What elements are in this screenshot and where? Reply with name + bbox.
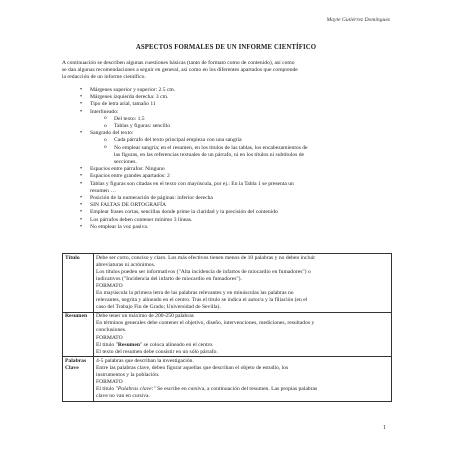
row-content xyxy=(94,357,392,402)
sub-list-item-continuation: las figuras, en las referencias textuales de un párrafo, ni en los títulos ni subtítulos de xyxy=(114,151,304,158)
text-run-bold: Resumen xyxy=(117,341,140,348)
text-run: " se coloca alineado en el centro. xyxy=(139,341,214,348)
cell-line: En mayúscula la primera letra de las palabras relevantes y en minúsculas las palabras no xyxy=(96,289,294,296)
text-run: El título " xyxy=(96,386,118,393)
cell-line: indicativos ("Incidencia del infarto de miocardio en fumadores"). xyxy=(96,275,242,282)
cell-line: abreviaturas ni acrónimos. xyxy=(96,261,156,268)
cell-line xyxy=(96,342,389,349)
header-author: Mayte Gutiérrez Domínguez xyxy=(326,17,390,23)
row-label-line: Clave xyxy=(65,364,79,371)
intro-line: se dan algunas recomendaciones a seguir en general, así como en los diferentes apartados que comprende xyxy=(62,67,298,74)
text-run-italic: Palabras clave: xyxy=(117,386,154,393)
row-label: Resumen xyxy=(63,312,94,357)
page-number: 1 xyxy=(383,425,386,431)
cell-line: FORMATO xyxy=(96,334,123,341)
cell-line: relevantes, negrita y alineado en el centro. Tras el título se indica el autor/a y la filiación (en el xyxy=(96,297,308,304)
list-item: • Espacios entre párrafos: Ninguno xyxy=(62,166,392,173)
list-item: • SIN FALTAS DE ORTOGRAFÍA xyxy=(62,202,392,209)
table-row-palabras-clave xyxy=(63,357,392,402)
row-label-line: Palabras xyxy=(65,357,87,364)
list-item: • Tablas y figuras son citadas en el texto con mayúscula, por ej.: En la Tabla 1 se presenta un xyxy=(62,181,392,188)
cell-line: instrumentos y la población. xyxy=(96,372,160,378)
cell-line: FORMATO xyxy=(96,379,123,386)
cell-line: clave no van en cursiva. xyxy=(96,393,150,400)
sub-list-item: o Cada párrafo del texto principal empieza con una sangría xyxy=(62,137,392,144)
intro-paragraph xyxy=(62,60,388,82)
list-item: • Emplear frases cortas, sencillas donde prime la claridad y la precisión del contenido xyxy=(62,209,392,216)
row-label: Título xyxy=(63,254,94,313)
cell-line: Debe ser corto, conciso y claro. Los más efectivos tienen menos de 10 palabras y no deben incluir xyxy=(96,254,316,261)
text-run: " Se escribe en cursiva, a continuación del resumen. Las propias palabras xyxy=(153,386,318,393)
cell-line: Los títulos pueden ser informativos ("Alta incidencia de infartos de miocardio en fumadores") o xyxy=(96,268,311,275)
document-title: ASPECTOS FORMALES DE UN INFORME CIENTÍFICO xyxy=(135,44,317,51)
sections-format-table xyxy=(62,253,392,402)
list-item: • Sangrado del texto: xyxy=(62,130,392,137)
list-item: • Márgenes superior y superior: 2.5 cm. xyxy=(62,87,392,94)
cell-line: FORMATO xyxy=(96,282,123,289)
row-content xyxy=(94,254,392,313)
cell-line: caso del Trabajo Fin de Grado; Universidad de Sevilla). xyxy=(96,304,221,311)
cell-line: El texto del resumen debe consistir en un sólo párrafo. xyxy=(96,348,218,355)
sub-list-item: o Tablas y figuras: sencillo xyxy=(62,123,392,130)
text-run: El título " xyxy=(96,341,118,348)
row-label xyxy=(63,357,94,402)
table-row-titulo xyxy=(63,254,392,313)
sub-list-item: o No emplear sangría; en el resumen, en los títulos de las tablas, los encabezamientos de xyxy=(62,145,392,152)
cell-line: En términos generales debe contener el objetivo, diseño, intervenciones, mediciones, resultados y xyxy=(96,320,315,327)
format-bullet-list xyxy=(62,87,392,231)
cell-line: 4-5 palabras que describan la investigación. xyxy=(96,357,194,364)
list-item-continuation: resumen … xyxy=(90,187,116,194)
list-item: • Interlineado: xyxy=(62,109,392,116)
sub-list-item-continuation: secciones. xyxy=(114,159,137,166)
intro-line: la redacción de un informe científico. xyxy=(62,74,146,81)
list-item: • Tipo de letra arial, tamaño 11 xyxy=(62,101,392,108)
cell-line: Debe tener un máximo de 200-250 palabras xyxy=(96,313,194,320)
row-content xyxy=(94,312,392,357)
cell-line: Entre las palabras clave, deben figurar aquellas que describan el objeto de estudio, los xyxy=(96,364,289,371)
cell-line: conclusiones. xyxy=(96,327,127,334)
cell-line xyxy=(96,386,389,393)
list-item: • No emplear la voz pasiva. xyxy=(62,224,392,231)
intro-line: A continuación se describen algunas cuestiones básicas (tanto de formato como de contenido), así como xyxy=(62,60,295,66)
table-row-resumen xyxy=(63,312,392,357)
sub-list-item: o Del texto: 1.5 xyxy=(62,116,392,123)
list-item: • Posición de la numeración de páginas: inferior derecha xyxy=(62,195,392,202)
list-item: • Espacios entre grandes apartados: 2 xyxy=(62,173,392,180)
list-item: • Los párrafos deben contener mínimo 3 líneas. xyxy=(62,217,392,224)
list-item: • Márgenes izquierda derecha: 3 cm. xyxy=(62,94,392,101)
